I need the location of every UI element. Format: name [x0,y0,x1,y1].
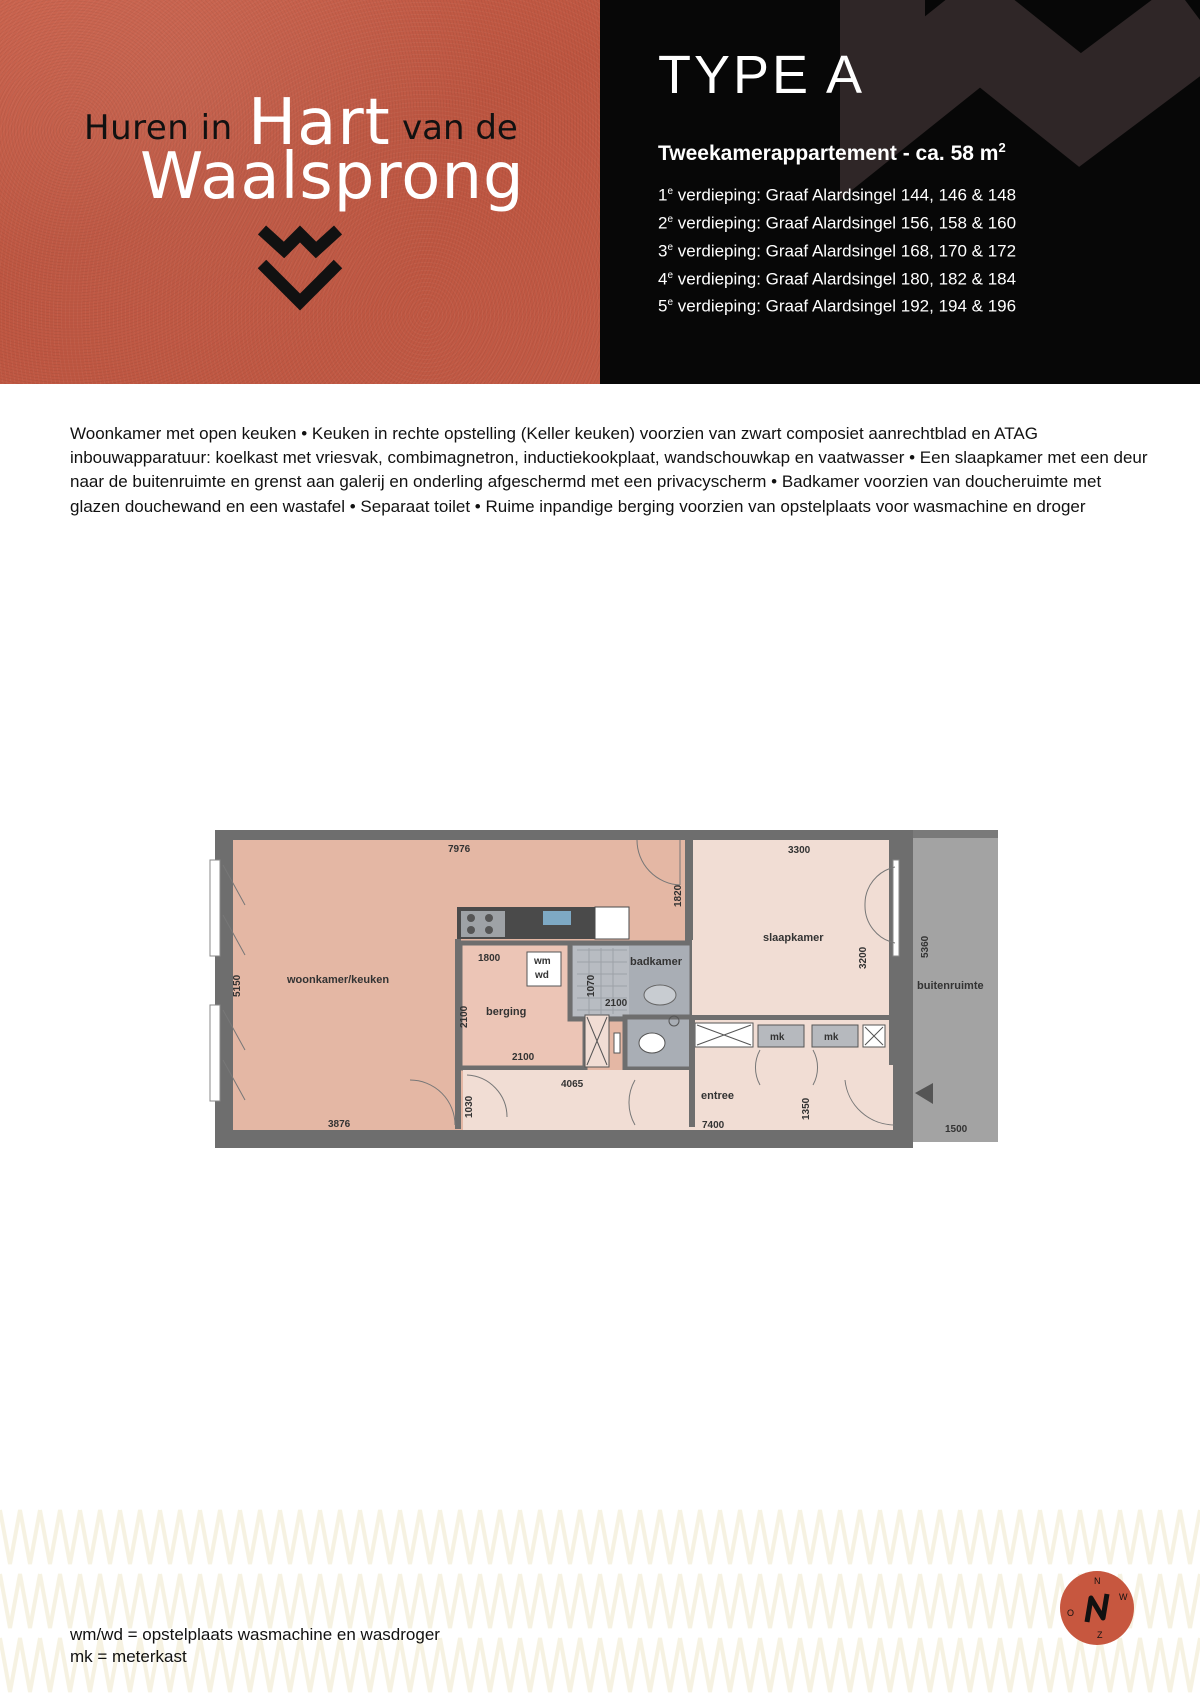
type-title: TYPE A [658,45,866,105]
dimension-label: 1820 [673,884,684,907]
room-label-bathroom: badkamer [630,956,682,968]
apartment-subtitle [658,140,1006,166]
burner-icon [467,914,475,922]
interior-wall [689,1015,695,1127]
dimension-label: 2100 [459,1005,470,1028]
floor-address: verdieping: Graaf Alardsingel 144, 146 & 148 [673,185,1017,205]
toilet-icon [639,1033,665,1053]
logo-prefix: Huren in [84,108,233,148]
floor-address-item [658,264,1016,292]
dimension-label: 3300 [788,845,811,856]
dimension-label: 5360 [920,935,931,958]
burner-icon [467,926,475,934]
floor-address: verdieping: Graaf Alardsingel 168, 170 & 172 [673,241,1017,261]
floor-number: 1 [658,185,668,205]
floor-number: 5 [658,297,668,317]
floor-suffix: e [667,241,674,253]
compass-o: O [1067,1608,1075,1618]
interior-wall [455,939,461,1129]
floor-address: verdieping: Graaf Alardsingel 192, 194 & 196 [673,297,1017,317]
floor-number: 3 [658,241,668,261]
toilet-tank-icon [614,1033,620,1053]
bedroom-wall [685,840,693,940]
window [893,860,899,956]
dimension-label: 1030 [464,1095,475,1118]
floor-address-list [658,180,1016,319]
interior-wall [889,945,913,1065]
window [210,860,220,956]
floor-address-item [658,291,1016,319]
dimension-label: 2100 [605,998,628,1009]
cooktop [461,911,505,937]
floor-address-item [658,180,1016,208]
floor-suffix: e [667,269,674,281]
burner-icon [485,926,493,934]
logo-main-word: Hart [248,86,391,160]
apartment-subtitle-text: Tweekamerappartement - ca. 58 m [658,142,999,165]
floor-number: 2 [658,213,668,233]
zigzag-background-pattern [0,1506,1200,1697]
floor-address: verdieping: Graaf Alardsingel 156, 158 & 160 [673,213,1017,233]
hallway-area [463,1070,893,1130]
dimension-label: 3876 [328,1119,351,1130]
meter-cupboard-label-1: mk [770,1032,785,1043]
dimension-label: 3200 [858,946,869,969]
room-label-bedroom: slaapkamer [763,932,824,944]
compass-icon [1059,1570,1135,1646]
header-brand-panel [0,0,600,384]
room-label-living: woonkamer/keuken [287,974,390,986]
floor-suffix: e [667,297,674,309]
washbasin-icon [644,985,676,1005]
room-label-storage: berging [486,1006,527,1018]
floor-address-item [658,208,1016,236]
floor-address-item [658,236,1016,264]
brand-chevron-icon [258,222,342,318]
logo-suffix: van de [402,108,518,148]
floor-suffix: e [667,186,674,197]
fridge [595,907,629,939]
outdoor-wall [903,830,998,838]
room-label-outdoor: buitenruimte [917,980,984,992]
dimension-label: 5150 [232,974,243,997]
dimension-label: 1800 [478,953,501,964]
washer-label: wm [534,956,551,967]
floor-suffix: e [667,213,674,225]
legend [70,1624,440,1668]
legend-line-washer: wm/wd = opstelplaats wasmachine en wasdroger [70,1625,440,1644]
sink-icon [543,911,571,925]
room-label-entree: entree [701,1090,735,1102]
dimension-label: 1350 [801,1097,812,1120]
dimension-label: 1070 [586,974,597,997]
compass-w: W [1119,1592,1128,1602]
floor-address: verdieping: Graaf Alardsingel 180, 182 & 184 [673,269,1017,289]
dimension-label: 2100 [512,1052,535,1063]
logo-second-line: Waalsprong [140,140,525,214]
floorplan-drawing [205,825,1005,1155]
floorplan [205,825,1005,1155]
meter-cupboard-label-2: mk [824,1032,839,1043]
compass-z: Z [1097,1630,1103,1640]
floor-number: 4 [658,269,668,289]
dimension-label: 7976 [448,844,471,855]
dryer-label: wd [535,970,549,981]
dimension-label: 4065 [561,1079,584,1090]
compass-n: N [1094,1576,1101,1586]
dimension-label: 7400 [702,1120,725,1131]
burner-icon [485,914,493,922]
legend-line-meter: mk = meterkast [70,1647,187,1666]
bedroom-area [692,840,889,1015]
apartment-description: Woonkamer met open keuken • Keuken in rechte opstelling (Keller keuken) voorzien van zwart composiet aanrechtblad en ATAG inbouwapparatuur: koelkast met vriesvak, combimagnetron, inductiekookplaat, wandschouwkap en vaatwasser • Een slaapkamer met een deur naar de buitenruimte en grenst aan galerij en onderling afgeschermd met een privacyscherm • Badkamer voorzien van doucheruimte met glazen douchewand en een wastafel • Separaat toilet • Ruime inpandige berging voorzien van opstelplaats voor wasmachine en droger [70,424,1148,516]
window [210,1005,220,1101]
dimension-label: 1500 [945,1124,968,1135]
apartment-subtitle-sup: 2 [998,140,1006,155]
